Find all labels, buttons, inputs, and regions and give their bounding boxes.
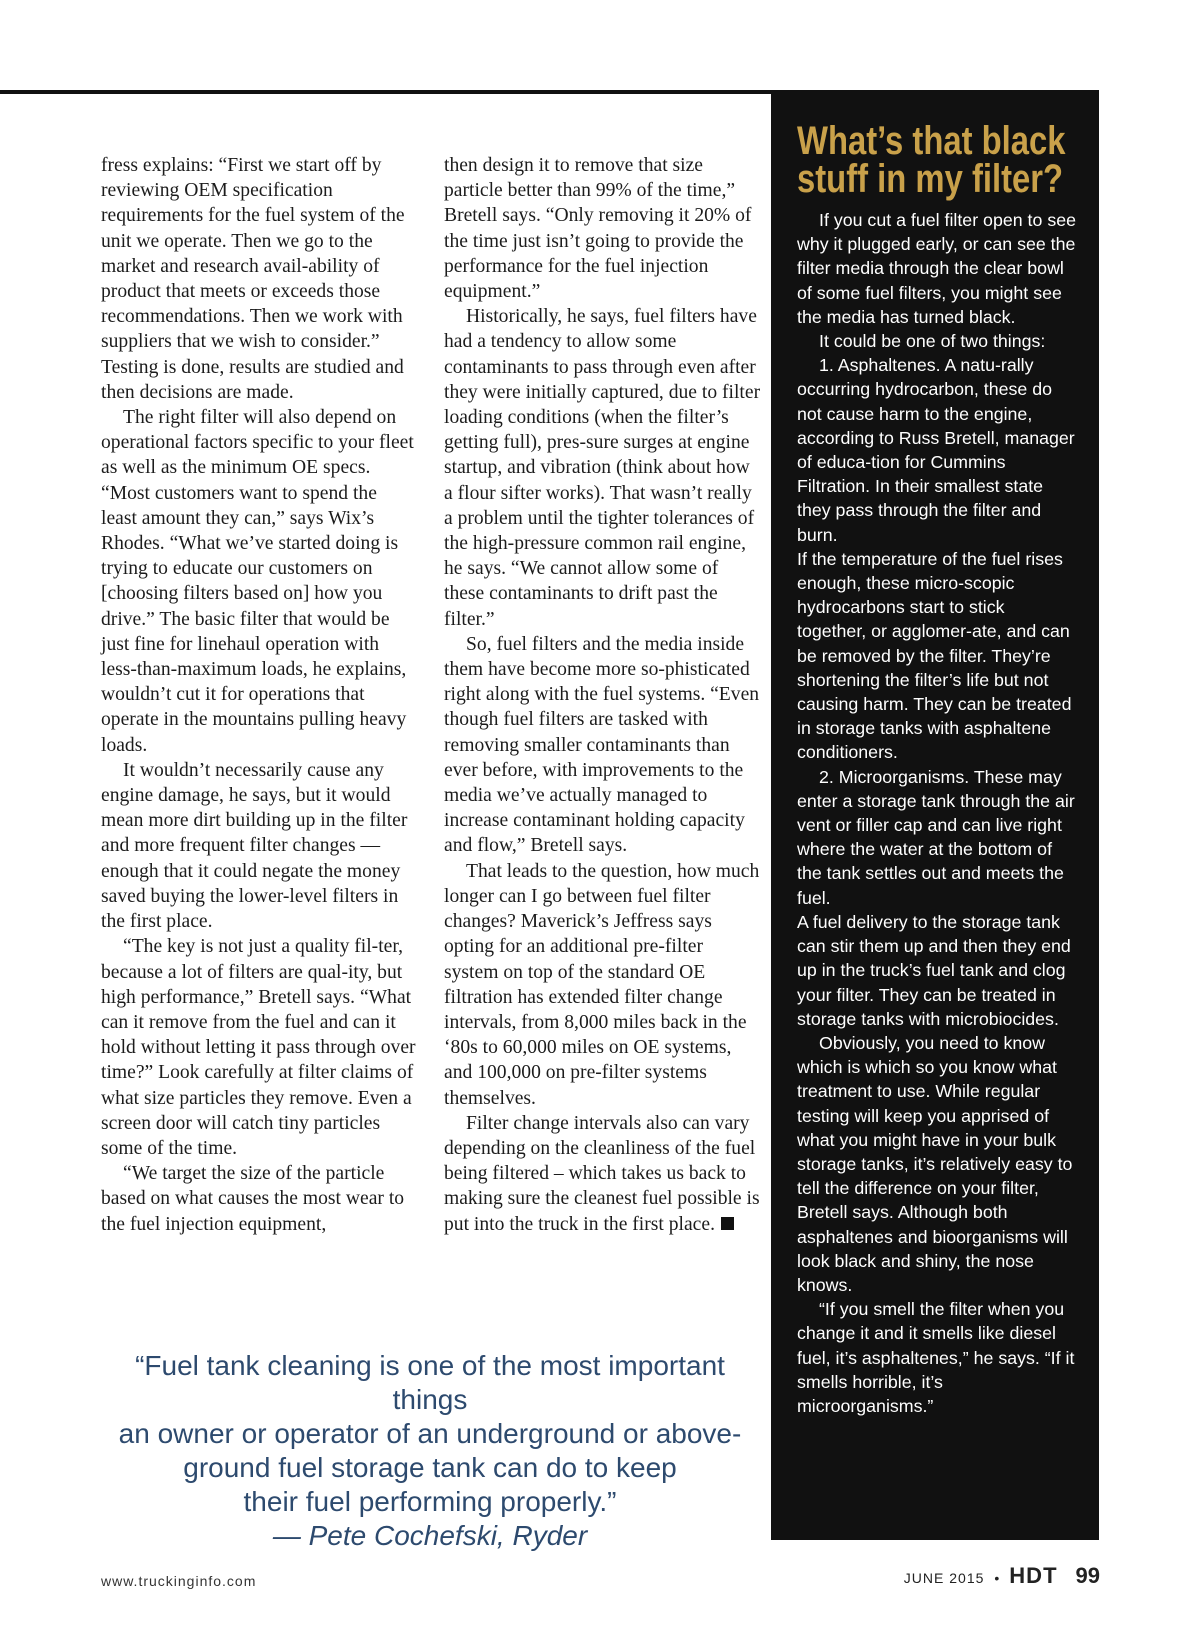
- article-paragraph: That leads to the question, how much longer can I go between fuel filter changes? Maverick’s Jeffress says opting for an additional pre-filter system on top of the standard OE filtration has extended filter change intervals, from 8,000 miles back in the ‘80s to 60,000 miles on OE systems, and 100,000 on pre-filter systems themselves.: [444, 860, 760, 1109]
- footer-separator: •: [994, 1570, 1000, 1586]
- sidebar-paragraph: If the temperature of the fuel rises enough, these micro-scopic hydrocarbons start to stick together, or agglomer-ate, and can be removed by the filter. They’re shortening the filter’s life but not causing harm. They can be treated in storage tanks with asphaltene conditioners.: [797, 548, 1072, 763]
- pull-quote-line: an owner or operator of an underground or above-: [118, 1418, 742, 1449]
- sidebar-title-line-1: What’s that black: [797, 119, 1066, 163]
- sidebar-title: [797, 119, 1066, 201]
- pull-quote-attribution: — Pete Cochefski, Ryder: [272, 1520, 588, 1551]
- footer-brand: HDT: [1009, 1563, 1058, 1588]
- article-paragraph: “The key is not just a quality fil-ter, because a lot of filters are qual-ity, but high performance,” Bretell says. “What can it remove from the fuel and can it hold without letting it pass through over time?” Look carefully at filter claims of what size particles they remove. Even a screen door will catch tiny particles some of the time.: [101, 936, 416, 1159]
- sidebar-paragraph: “If you smell the filter when you change it and it smells like diesel fuel, it’s asphaltenes,” he says. “If it smells horrible, it’s microorganisms.”: [797, 1299, 1075, 1416]
- article-paragraph-last: [444, 1111, 762, 1237]
- article-column-2: [444, 153, 762, 1237]
- footer-folio: [904, 1563, 1100, 1589]
- sidebar-paragraph: A fuel delivery to the storage tank can stir them up and then they end up in the truck’s fuel tank and clog your filter. They can be treated in storage tanks with microbiocides.: [797, 911, 1071, 1029]
- article-paragraph: The right filter will also depend on operational factors specific to your fleet as well as the minimum OE specs. “Most customers want to spend the least amount they can,” says Wix’s Rhodes. “What we’ve started doing is trying to educate our customers on [choosing filters based on] how you drive.” The basic filter that would be just fine for linehaul operation with less-than-maximum loads, he explains, wouldn’t cut it for operations that operate in the mountains pulling heavy loads.: [101, 407, 414, 756]
- article-paragraph-text: Filter change intervals also can vary depending on the cleanliness of the fuel being filtered – which takes us back to making sure the cleanest fuel possible is put into the truck in the first place.: [444, 1112, 760, 1235]
- pull-quote-line: ground fuel storage tank can do to keep: [183, 1452, 677, 1483]
- article-paragraph: It wouldn’t necessarily cause any engine damage, he says, but it would mean more dirt building up in the filter and more frequent filter changes — enough that it could negate the money saved buying the lower-level filters in the first place.: [101, 759, 408, 933]
- article-paragraph: So, fuel filters and the media inside them have become more so-phisticated right along with the fuel systems. “Even though fuel filters are tasked with removing smaller contaminants than ever before, with improvements to the media we’ve actually managed to increase contaminant holding capacity and flow,” Bretell says.: [444, 633, 760, 857]
- sidebar-paragraph: 2. Microorganisms. These may enter a storage tank through the air vent or filler cap and can live right where the water at the bottom of the tank settles out and meets the fuel.: [797, 766, 1075, 908]
- footer-page-number: 99: [1075, 1563, 1100, 1588]
- sidebar-paragraph: 1. Asphaltenes. A natu-rally occurring hydrocarbon, these do not cause harm to the engine, according to Russ Bretell, manager of educa-tion for Cummins Filtration. In their smallest state they pass through the filter and burn.: [797, 355, 1075, 545]
- pull-quote: [100, 1349, 760, 1553]
- sidebar-paragraph: If you cut a fuel filter open to see why it plugged early, or can see the filter media through the clear bowl of some fuel filters, you might see the media has turned black.: [797, 210, 1076, 327]
- article-paragraph: “We target the size of the particle based on what causes the most wear to the fuel injection equipment,: [101, 1163, 405, 1235]
- top-rule: [0, 90, 775, 94]
- article-column-1: [101, 153, 417, 1237]
- end-mark-icon: [721, 1217, 734, 1230]
- sidebar-box: [771, 90, 1099, 1540]
- sidebar-paragraph: It could be one of two things:: [819, 331, 1046, 352]
- article-paragraph: then design it to remove that size particle better than 99% of the time,” Bretell says. “Only removing it 20% of the time just isn’t going to provide the performance for the fuel injection equipment.”: [444, 155, 752, 303]
- footer-issue: JUNE 2015: [903, 1570, 985, 1586]
- pull-quote-line: “Fuel tank cleaning is one of the most important things: [135, 1350, 725, 1415]
- article-paragraph: fress explains: “First we start off by reviewing OEM specification requirements for the fuel system of the unit we operate. Then we go to the market and research avail-ability of product that meets or exceeds those recommendations. Then we work with suppliers that we wish to consider.” Testing is done, results are studied and then decisions are made.: [101, 155, 405, 403]
- pull-quote-line: their fuel performing properly.”: [243, 1486, 617, 1517]
- sidebar-title-line-2: stuff in my filter?: [797, 157, 1064, 201]
- footer-url: www.truckinginfo.com: [101, 1573, 257, 1589]
- article-paragraph: Historically, he says, fuel filters have had a tendency to allow some contaminants to pass through even after they were initially captured, due to filter loading conditions (when the filter’s getting full), pres-sure surges at engine startup, and vibration (think about how a flour sifter works). That wasn’t really a problem until the tighter tolerances of the high-pressure common rail engine, he says. “We cannot allow some of these contaminants to drift past the filter.”: [444, 306, 761, 630]
- sidebar-paragraph: Obviously, you need to know which is which so you know what treatment to use. While regular testing will keep you apprised of what you might have in your bulk storage tanks, it’s relatively easy to tell the difference on your filter, Bretell says. Although both asphaltenes and bioorganisms will look black and shiny, the nose knows.: [797, 1032, 1073, 1295]
